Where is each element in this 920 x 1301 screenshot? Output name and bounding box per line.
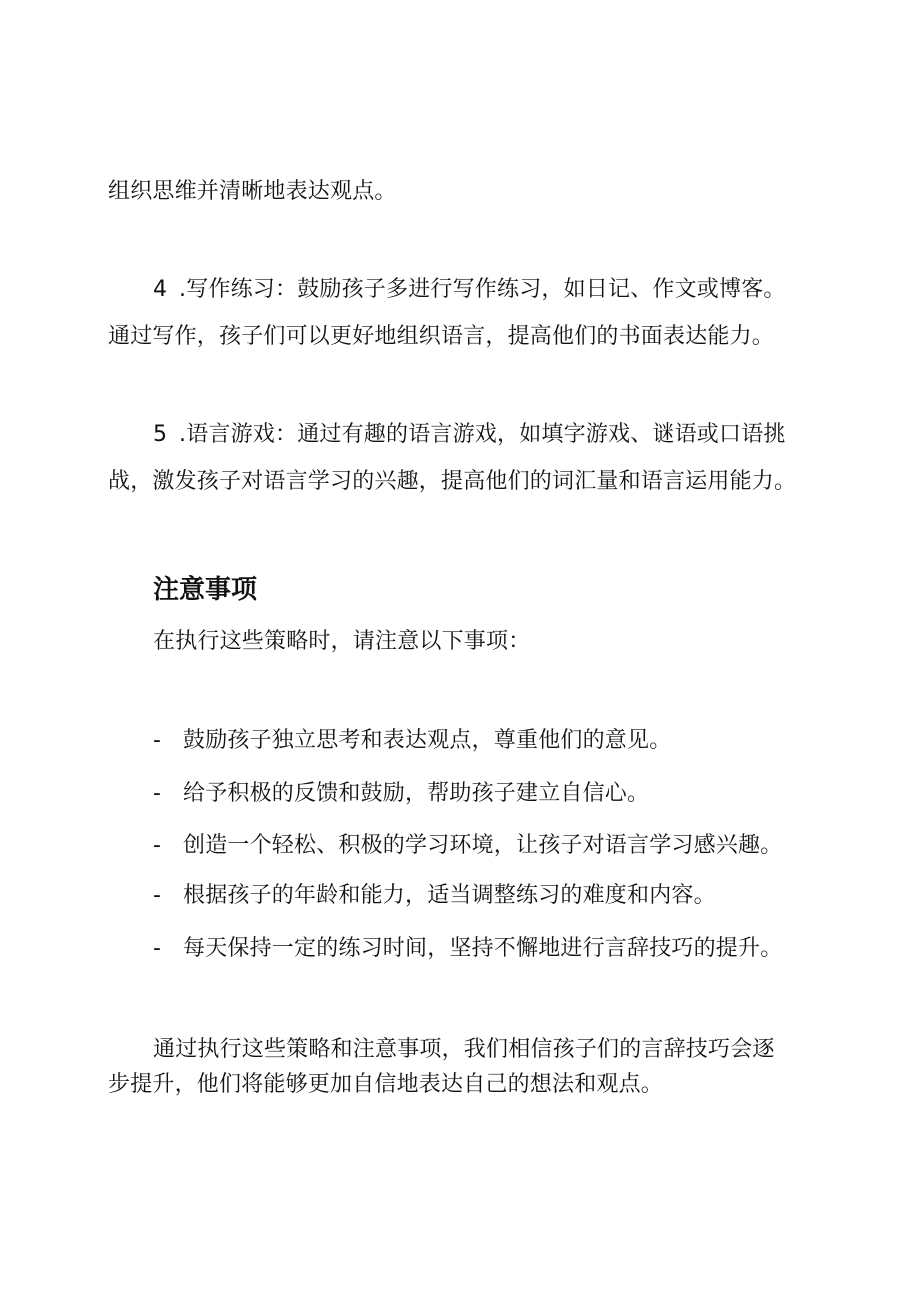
item-5-line-1 [153, 420, 893, 450]
conclusion-line-2: 步提升，他们将能够更加自信地表达自己的想法和观点。 [108, 1072, 664, 1097]
item-5-text-1: .语言游戏：通过有趣的语言游戏，如填字游戏、谜语或口语挑 [179, 422, 786, 447]
item-4-text-1: .写作练习：鼓励孩子多进行写作练习，如日记、作文或博客。 [179, 277, 786, 302]
section-heading: 注意事项 [153, 575, 258, 605]
list-item [153, 831, 893, 861]
list-item [153, 779, 893, 809]
list-item [153, 881, 893, 911]
bullet-dash: - [153, 728, 162, 753]
list-item [153, 726, 893, 756]
bullet-dash: - [153, 781, 162, 806]
item-4-number: 4 [153, 277, 168, 302]
item-4-line-2: 通过写作，孩子们可以更好地组织语言，提高他们的书面表达能力。 [108, 324, 775, 349]
conclusion-line-1: 通过执行这些策略和注意事项，我们相信孩子们的言辞技巧会逐 [153, 1037, 775, 1062]
list-item-text: 每天保持一定的练习时间，坚持不懈地进行言辞技巧的提升。 [183, 936, 783, 961]
item-4-line-1 [153, 275, 893, 305]
list-item-text: 鼓励孩子独立思考和表达观点，尊重他们的意见。 [183, 728, 672, 753]
list-item [153, 934, 893, 964]
intro-line: 组织思维并清晰地表达观点。 [108, 179, 397, 204]
bullet-dash: - [153, 833, 162, 858]
notes-lead: 在执行这些策略时，请注意以下事项： [153, 629, 531, 654]
list-item-text: 根据孩子的年龄和能力，适当调整练习的难度和内容。 [183, 883, 716, 908]
bullet-dash: - [153, 936, 162, 961]
list-item-text: 创造一个轻松、积极的学习环境，让孩子对语言学习感兴趣。 [183, 833, 783, 858]
list-item-text: 给予积极的反馈和鼓励，帮助孩子建立自信心。 [183, 781, 650, 806]
item-5-line-2: 战，激发孩子对语言学习的兴趣，提高他们的词汇量和语言运用能力。 [108, 469, 797, 494]
bullet-dash: - [153, 883, 162, 908]
item-5-number: 5 [153, 422, 168, 447]
